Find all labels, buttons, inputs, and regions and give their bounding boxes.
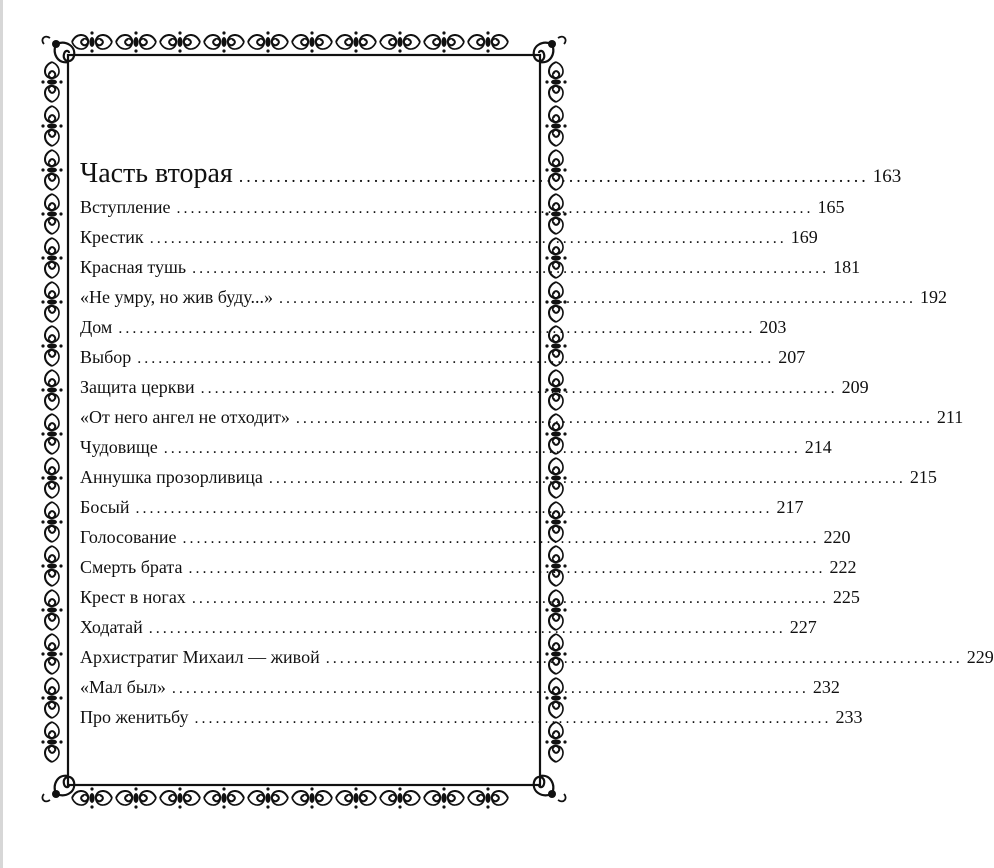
toc-entry-page: 222	[829, 557, 857, 577]
leader-dots: ...........................................................................................	[182, 530, 820, 547]
toc-entry-page: 214	[804, 437, 832, 457]
toc-entry	[80, 402, 964, 432]
toc-entry	[80, 312, 787, 342]
leader-dots: ...........................................................................................	[118, 320, 756, 337]
leader-dots: ...........................................................................................	[137, 350, 775, 367]
toc-entry-page: 192	[920, 287, 947, 307]
toc-entry	[80, 492, 804, 522]
toc-entry	[80, 252, 861, 282]
toc-entry-label: «Не умру, но жив буду...»	[80, 287, 273, 307]
toc-entry-page: 229	[966, 647, 994, 667]
toc-entry-label: Красная тушь	[80, 257, 187, 277]
toc-entry-page: 203	[759, 317, 787, 337]
toc-entry-label: Дом	[80, 317, 113, 337]
toc-entry-page: 217	[776, 497, 804, 517]
toc-entry	[80, 642, 994, 672]
toc-entry	[80, 582, 860, 612]
toc-entry-label: «От него ангел не отходит»	[80, 407, 290, 427]
toc-entry-label: Вступление	[80, 197, 171, 217]
toc-entry-page: 215	[909, 467, 937, 487]
toc-entry-label: Крест в ногах	[80, 587, 186, 607]
toc-entry-label: Чудовище	[80, 437, 158, 457]
leader-dots: ...........................................................................................	[163, 440, 801, 457]
toc-entry	[80, 672, 840, 702]
toc-entry-label: Архистратиг Михаил — живой	[80, 647, 320, 667]
leader-dots: ....................................................................................	[238, 166, 869, 186]
leader-dots: ...........................................................................................	[325, 650, 963, 667]
toc-entry	[80, 432, 832, 462]
toc-entry	[80, 522, 851, 552]
toc-entry-page: 207	[778, 347, 806, 367]
leader-dots: ...........................................................................................	[191, 590, 829, 607]
toc-entry-page: 233	[835, 707, 863, 727]
toc-entry	[80, 282, 947, 312]
leader-dots: ...........................................................................................	[194, 710, 832, 727]
toc-entry-page: 209	[841, 377, 869, 397]
toc-entry	[80, 372, 869, 402]
leader-dots: ...........................................................................................	[135, 500, 773, 517]
toc-entries	[80, 192, 994, 732]
toc-entry-label: Ходатай	[80, 617, 143, 637]
leader-dots: ...........................................................................................	[200, 380, 838, 397]
section-title-page: 163	[872, 166, 902, 187]
toc-entry-page: 232	[812, 677, 840, 697]
toc-entry-page: 225	[832, 587, 860, 607]
toc-entry-page: 227	[789, 617, 817, 637]
page-edge	[0, 0, 3, 868]
leader-dots: ...........................................................................................	[268, 470, 906, 487]
leader-dots: ...........................................................................................	[148, 620, 786, 637]
toc-entry-page: 181	[833, 257, 861, 277]
section-title-label: Часть вторая	[80, 158, 233, 189]
leader-dots: ...........................................................................................	[149, 230, 787, 247]
toc-entry-label: Про женитьбу	[80, 707, 189, 727]
toc-entry	[80, 222, 818, 252]
leader-dots: ...........................................................................................	[295, 410, 933, 427]
leader-dots: ...........................................................................................	[192, 260, 830, 277]
leader-dots: ...........................................................................................	[188, 560, 826, 577]
toc-entry	[80, 462, 937, 492]
toc-entry	[80, 552, 857, 582]
table-of-contents	[80, 158, 994, 732]
toc-entry	[80, 612, 817, 642]
toc-entry-page: 165	[817, 197, 845, 217]
toc-entry-label: «Мал был»	[80, 677, 166, 697]
toc-entry	[80, 342, 806, 372]
toc-entry	[80, 702, 863, 732]
toc-entry-page: 169	[790, 227, 818, 247]
toc-section-title	[80, 158, 902, 190]
toc-entry-label: Смерть брата	[80, 557, 183, 577]
toc-entry-label: Босый	[80, 497, 130, 517]
toc-entry	[80, 192, 845, 222]
leader-dots: ...........................................................................................	[279, 290, 916, 307]
leader-dots: ...........................................................................................	[176, 200, 814, 217]
toc-entry-page: 211	[936, 407, 964, 427]
toc-entry-label: Защита церкви	[80, 377, 195, 397]
toc-entry-page: 220	[823, 527, 851, 547]
toc-entry-label: Выбор	[80, 347, 132, 367]
toc-entry-label: Голосование	[80, 527, 177, 547]
toc-entry-label: Крестик	[80, 227, 144, 247]
toc-entry-label: Аннушка прозорливица	[80, 467, 263, 487]
leader-dots: ...........................................................................................	[171, 680, 809, 697]
